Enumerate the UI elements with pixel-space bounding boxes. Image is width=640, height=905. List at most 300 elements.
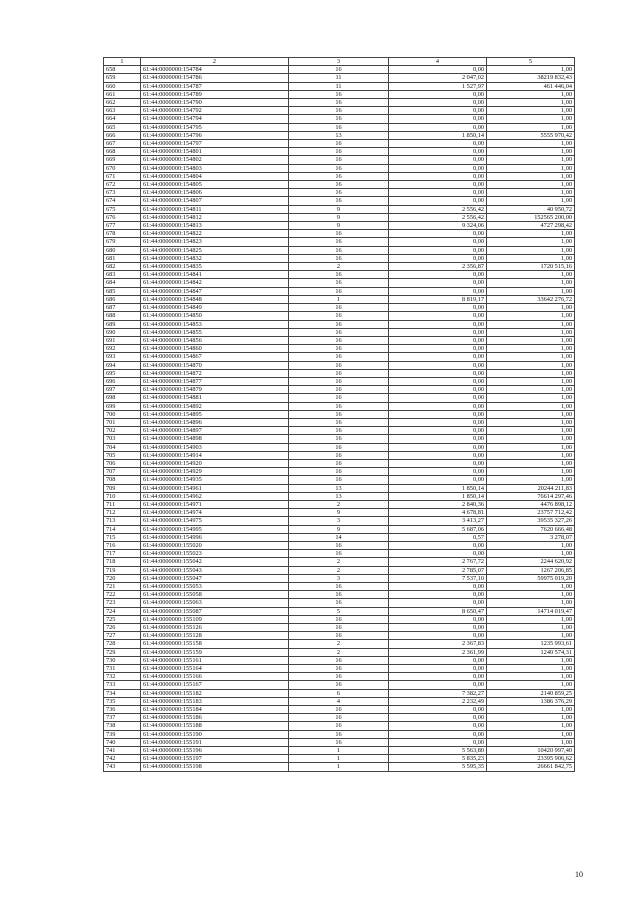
row-number-cell: 691 [104,336,141,344]
value-cell: 1,00 [487,730,575,738]
value-cell: 1,00 [487,632,575,640]
row-number-cell: 724 [104,607,141,615]
cadastral-number-cell: 61:44:0000000:154823 [141,238,289,246]
value-cell: 1,00 [487,361,575,369]
value-cell: 1,00 [487,115,575,123]
area-cell: 0,00 [389,714,487,722]
table-row [104,574,575,582]
category-cell: 16 [289,402,389,410]
table-row [104,271,575,279]
value-cell: 1240 574,31 [487,648,575,656]
category-cell: 16 [289,451,389,459]
table-row [104,533,575,541]
row-number-cell: 734 [104,689,141,697]
value-cell: 4727 298,42 [487,222,575,230]
category-cell: 16 [289,624,389,632]
value-cell: 38219 832,43 [487,74,575,82]
value-cell: 1,00 [487,345,575,353]
value-cell: 1,00 [487,476,575,484]
category-cell: 16 [289,361,389,369]
table-row [104,74,575,82]
area-cell: 0,00 [389,624,487,632]
area-cell: 0,00 [389,66,487,74]
value-cell: 76614 297,46 [487,492,575,500]
category-cell: 16 [289,328,389,336]
row-number-cell: 720 [104,574,141,582]
area-cell: 4 678,81 [389,509,487,517]
cadastral-number-cell: 61:44:0000000:155128 [141,632,289,640]
area-cell: 2 785,07 [389,566,487,574]
value-cell: 1,00 [487,624,575,632]
area-cell: 1 527,97 [389,82,487,90]
cadastral-number-cell: 61:44:0000000:155043 [141,566,289,574]
cadastral-number-cell: 61:44:0000000:154801 [141,148,289,156]
row-number-cell: 732 [104,673,141,681]
table-row [104,156,575,164]
area-cell: 0,00 [389,328,487,336]
column-header-4: 4 [389,58,487,66]
cadastral-table-container [103,57,574,772]
row-number-cell: 713 [104,517,141,525]
cadastral-number-cell: 61:44:0000000:154850 [141,312,289,320]
area-cell: 0,00 [389,369,487,377]
row-number-cell: 695 [104,369,141,377]
cadastral-number-cell: 61:44:0000000:154929 [141,468,289,476]
category-cell: 16 [289,353,389,361]
table-header-row [104,58,575,66]
table-row [104,558,575,566]
cadastral-number-cell: 61:44:0000000:155186 [141,714,289,722]
row-number-cell: 661 [104,90,141,98]
area-cell: 0,00 [389,583,487,591]
table-row [104,418,575,426]
value-cell: 1235 993,61 [487,640,575,648]
category-cell: 16 [289,156,389,164]
category-cell: 16 [289,189,389,197]
value-cell: 1,00 [487,377,575,385]
value-cell: 1,00 [487,90,575,98]
row-number-cell: 708 [104,476,141,484]
value-cell: 1,00 [487,443,575,451]
category-cell: 9 [289,525,389,533]
category-cell: 16 [289,681,389,689]
category-cell: 9 [289,213,389,221]
row-number-cell: 722 [104,591,141,599]
area-cell: 3 413,27 [389,517,487,525]
value-cell: 23757 712,42 [487,509,575,517]
value-cell: 1,00 [487,246,575,254]
category-cell: 9 [289,222,389,230]
area-cell: 0,00 [389,164,487,172]
row-number-cell: 664 [104,115,141,123]
area-cell: 0,00 [389,673,487,681]
row-number-cell: 686 [104,295,141,303]
table-row [104,328,575,336]
value-cell: 1,00 [487,181,575,189]
row-number-cell: 728 [104,640,141,648]
table-row [104,427,575,435]
area-cell: 8 819,17 [389,295,487,303]
category-cell: 16 [289,673,389,681]
table-row [104,541,575,549]
table-row [104,763,575,771]
category-cell: 1 [289,295,389,303]
category-cell: 16 [289,468,389,476]
area-cell: 0,00 [389,189,487,197]
table-row [104,107,575,115]
table-row [104,665,575,673]
table-row [104,599,575,607]
row-number-cell: 666 [104,131,141,139]
table-row [104,181,575,189]
table-row [104,320,575,328]
row-number-cell: 735 [104,697,141,705]
table-row [104,312,575,320]
value-cell: 1,00 [487,336,575,344]
cadastral-number-cell: 61:44:0000000:154792 [141,107,289,115]
area-cell: 0,00 [389,238,487,246]
area-cell: 1 850,14 [389,492,487,500]
row-number-cell: 672 [104,181,141,189]
area-cell: 0,00 [389,443,487,451]
area-cell: 0,00 [389,156,487,164]
value-cell: 7620 666,48 [487,525,575,533]
table-row [104,500,575,508]
value-cell: 23395 906,62 [487,755,575,763]
value-cell: 1,00 [487,353,575,361]
category-cell: 11 [289,74,389,82]
area-cell: 0,00 [389,377,487,385]
area-cell: 0,00 [389,320,487,328]
cadastral-number-cell: 61:44:0000000:155053 [141,583,289,591]
area-cell: 0,00 [389,550,487,558]
cadastral-number-cell: 61:44:0000000:154789 [141,90,289,98]
table-row [104,99,575,107]
category-cell: 13 [289,131,389,139]
category-cell: 16 [289,90,389,98]
value-cell: 1,00 [487,140,575,148]
table-row [104,131,575,139]
table-row [104,697,575,705]
category-cell: 16 [289,541,389,549]
value-cell: 1,00 [487,99,575,107]
area-cell: 1 850,14 [389,484,487,492]
row-number-cell: 709 [104,484,141,492]
area-cell: 0,00 [389,459,487,467]
area-cell: 0,00 [389,345,487,353]
row-number-cell: 699 [104,402,141,410]
cadastral-number-cell: 61:44:0000000:155198 [141,763,289,771]
value-cell: 1,00 [487,418,575,426]
cadastral-number-cell: 61:44:0000000:155161 [141,656,289,664]
row-number-cell: 705 [104,451,141,459]
value-cell: 1386 376,29 [487,697,575,705]
cadastral-number-cell: 61:44:0000000:154975 [141,517,289,525]
value-cell: 1,00 [487,254,575,262]
area-cell: 7 382,27 [389,689,487,697]
row-number-cell: 741 [104,747,141,755]
area-cell: 2 361,99 [389,648,487,656]
category-cell: 16 [289,164,389,172]
area-cell: 0,00 [389,681,487,689]
cadastral-number-cell: 61:44:0000000:155167 [141,681,289,689]
cadastral-number-cell: 61:44:0000000:154796 [141,131,289,139]
category-cell: 16 [289,336,389,344]
cadastral-number-cell: 61:44:0000000:155166 [141,673,289,681]
value-cell: 1,00 [487,714,575,722]
area-cell: 0,00 [389,615,487,623]
value-cell: 1,00 [487,230,575,238]
category-cell: 16 [289,197,389,205]
cadastral-number-cell: 61:44:0000000:154847 [141,287,289,295]
category-cell: 3 [289,517,389,525]
table-row [104,435,575,443]
table-row [104,90,575,98]
category-cell: 16 [289,148,389,156]
cadastral-number-cell: 61:44:0000000:155191 [141,738,289,746]
category-cell: 16 [289,181,389,189]
category-cell: 13 [289,492,389,500]
cadastral-number-cell: 61:44:0000000:155020 [141,541,289,549]
table-row [104,615,575,623]
cadastral-number-cell: 61:44:0000000:155087 [141,607,289,615]
cadastral-number-cell: 61:44:0000000:154853 [141,320,289,328]
table-row [104,550,575,558]
cadastral-number-cell: 61:44:0000000:154895 [141,410,289,418]
row-number-cell: 693 [104,353,141,361]
cadastral-number-cell: 61:44:0000000:154841 [141,271,289,279]
cadastral-number-cell: 61:44:0000000:155159 [141,648,289,656]
row-number-cell: 687 [104,304,141,312]
area-cell: 0,00 [389,304,487,312]
value-cell: 1,00 [487,197,575,205]
row-number-cell: 675 [104,205,141,213]
table-row [104,263,575,271]
category-cell: 3 [289,574,389,582]
cadastral-number-cell: 61:44:0000000:154812 [141,213,289,221]
table-row [104,492,575,500]
value-cell: 1,00 [487,451,575,459]
cadastral-number-cell: 61:44:0000000:154790 [141,99,289,107]
cadastral-number-cell: 61:44:0000000:155183 [141,697,289,705]
table-row [104,197,575,205]
area-cell: 0,00 [389,468,487,476]
area-cell: 2 556,42 [389,213,487,221]
category-cell: 16 [289,369,389,377]
cadastral-number-cell: 61:44:0000000:154896 [141,418,289,426]
cadastral-number-cell: 61:44:0000000:154804 [141,172,289,180]
cadastral-number-cell: 61:44:0000000:154803 [141,164,289,172]
column-header-1: 1 [104,58,141,66]
area-cell: 0,00 [389,279,487,287]
table-row [104,632,575,640]
row-number-cell: 703 [104,435,141,443]
category-cell: 16 [289,410,389,418]
value-cell: 3 278,07 [487,533,575,541]
row-number-cell: 676 [104,213,141,221]
area-cell: 0,00 [389,476,487,484]
cadastral-number-cell: 61:44:0000000:154784 [141,66,289,74]
cadastral-number-cell: 61:44:0000000:154807 [141,197,289,205]
cadastral-number-cell: 61:44:0000000:154835 [141,263,289,271]
table-row [104,369,575,377]
category-cell: 16 [289,427,389,435]
area-cell: 0,00 [389,353,487,361]
cadastral-number-cell: 61:44:0000000:154848 [141,295,289,303]
table-row [104,656,575,664]
area-cell: 0,00 [389,427,487,435]
table-row [104,402,575,410]
value-cell: 1,00 [487,287,575,295]
table-row [104,738,575,746]
category-cell: 13 [289,484,389,492]
row-number-cell: 729 [104,648,141,656]
table-row [104,189,575,197]
area-cell: 0,00 [389,271,487,279]
category-cell: 16 [289,714,389,722]
area-cell: 0,57 [389,533,487,541]
value-cell: 1,00 [487,541,575,549]
column-header-2: 2 [141,58,289,66]
category-cell: 16 [289,107,389,115]
row-number-cell: 673 [104,189,141,197]
table-row [104,484,575,492]
table-row [104,66,575,74]
row-number-cell: 689 [104,320,141,328]
area-cell: 8 650,47 [389,607,487,615]
row-number-cell: 710 [104,492,141,500]
table-row [104,410,575,418]
area-cell: 0,00 [389,656,487,664]
area-cell: 0,00 [389,181,487,189]
category-cell: 16 [289,279,389,287]
row-number-cell: 702 [104,427,141,435]
cadastral-number-cell: 61:44:0000000:154898 [141,435,289,443]
category-cell: 16 [289,254,389,262]
row-number-cell: 683 [104,271,141,279]
area-cell: 0,00 [389,140,487,148]
table-row [104,591,575,599]
cadastral-number-cell: 61:44:0000000:155042 [141,558,289,566]
table-row [104,747,575,755]
area-cell: 1 850,14 [389,131,487,139]
category-cell: 16 [289,386,389,394]
cadastral-number-cell: 61:44:0000000:154962 [141,492,289,500]
category-cell: 16 [289,418,389,426]
table-row [104,353,575,361]
value-cell: 1,00 [487,550,575,558]
row-number-cell: 700 [104,410,141,418]
cadastral-number-cell: 61:44:0000000:154996 [141,533,289,541]
cadastral-number-cell: 61:44:0000000:154892 [141,402,289,410]
table-row [104,722,575,730]
value-cell: 1,00 [487,386,575,394]
table-row [104,730,575,738]
area-cell: 0,00 [389,90,487,98]
table-row [104,213,575,221]
table-row [104,172,575,180]
cadastral-number-cell: 61:44:0000000:155196 [141,747,289,755]
row-number-cell: 714 [104,525,141,533]
table-row [104,394,575,402]
category-cell: 4 [289,697,389,705]
category-cell: 6 [289,689,389,697]
area-cell: 0,00 [389,402,487,410]
table-row [104,377,575,385]
value-cell: 1,00 [487,164,575,172]
value-cell: 1,00 [487,279,575,287]
value-cell: 1,00 [487,435,575,443]
cadastral-number-cell: 61:44:0000000:154795 [141,123,289,131]
cadastral-number-cell: 61:44:0000000:154855 [141,328,289,336]
category-cell: 5 [289,607,389,615]
area-cell: 2 367,83 [389,640,487,648]
category-cell: 16 [289,304,389,312]
category-cell: 16 [289,320,389,328]
row-number-cell: 659 [104,74,141,82]
value-cell: 1,00 [487,156,575,164]
category-cell: 14 [289,533,389,541]
row-number-cell: 663 [104,107,141,115]
category-cell: 16 [289,394,389,402]
area-cell: 5 835,23 [389,755,487,763]
row-number-cell: 662 [104,99,141,107]
row-number-cell: 731 [104,665,141,673]
value-cell: 39535 327,26 [487,517,575,525]
row-number-cell: 712 [104,509,141,517]
value-cell: 1,00 [487,673,575,681]
cadastral-number-cell: 61:44:0000000:154849 [141,304,289,312]
cadastral-number-cell: 61:44:0000000:155197 [141,755,289,763]
table-row [104,205,575,213]
value-cell: 1,00 [487,320,575,328]
cadastral-number-cell: 61:44:0000000:154881 [141,394,289,402]
value-cell: 1,00 [487,107,575,115]
row-number-cell: 658 [104,66,141,74]
category-cell: 16 [289,230,389,238]
value-cell: 1,00 [487,394,575,402]
category-cell: 16 [289,99,389,107]
cadastral-table [103,57,575,772]
value-cell: 1,00 [487,66,575,74]
value-cell: 20244 211,83 [487,484,575,492]
area-cell: 2 767,72 [389,558,487,566]
table-row [104,755,575,763]
area-cell: 0,00 [389,435,487,443]
table-row [104,583,575,591]
category-cell: 16 [289,238,389,246]
value-cell: 59975 019,20 [487,574,575,582]
value-cell: 2244 620,92 [487,558,575,566]
cadastral-number-cell: 61:44:0000000:155023 [141,550,289,558]
category-cell: 16 [289,550,389,558]
table-row [104,517,575,525]
table-body [104,66,575,771]
area-cell: 7 537,10 [389,574,487,582]
value-cell: 1,00 [487,304,575,312]
cadastral-number-cell: 61:44:0000000:154920 [141,459,289,467]
row-number-cell: 668 [104,148,141,156]
cadastral-number-cell: 61:44:0000000:154797 [141,140,289,148]
area-cell: 0,00 [389,632,487,640]
table-row [104,681,575,689]
cadastral-number-cell: 61:44:0000000:154813 [141,222,289,230]
table-row [104,230,575,238]
table-row [104,148,575,156]
table-row [104,689,575,697]
cadastral-number-cell: 61:44:0000000:155190 [141,730,289,738]
category-cell: 1 [289,763,389,771]
